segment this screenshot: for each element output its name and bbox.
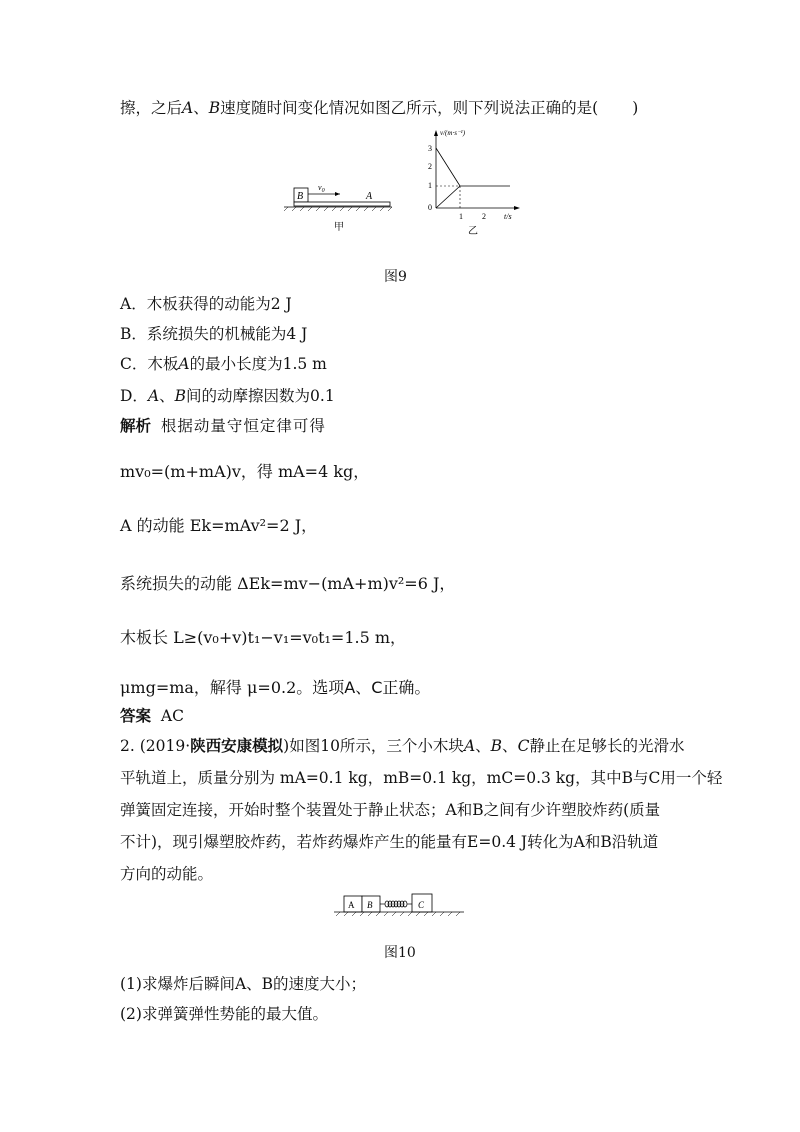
sub-question-1: (1)求爆炸后瞬间A、B的速度大小； — [120, 975, 367, 993]
intro-text-2: 速度随时间变化情况如图乙所示，则下列说法正确的是( — [220, 99, 599, 117]
q2-A: A — [463, 737, 476, 755]
analysis-text: 根据动量守恒定律可得 — [160, 417, 326, 435]
equation-3-pre: 系统损失的动能 — [120, 574, 233, 593]
intro-A: A — [182, 99, 194, 117]
q2-B: B — [490, 737, 503, 755]
x-tick-2: 2 — [482, 212, 486, 221]
v0-label: $v_0$ — [318, 183, 325, 194]
equation-1: mv₀=(m+mA)v，得 mA=4 kg， — [120, 462, 370, 481]
q2-number: 2. (2019· — [120, 737, 191, 755]
q2-text-1: )如图10所示，三个小木块 — [283, 737, 464, 755]
option-d-sep: 、 — [159, 387, 175, 405]
fig10-caption: 图10 — [384, 945, 416, 961]
fig9-right-caption: 乙 — [468, 226, 478, 237]
block-B-label: B — [297, 191, 304, 202]
equation-3-body: ΔEk=mv−(mA+m)v²=6 J， — [237, 574, 456, 593]
q2-line-5: 方向的动能。 — [120, 865, 214, 883]
equation-4-pre: 木板长 — [120, 628, 169, 647]
fig9-left-caption: 甲 — [334, 222, 344, 233]
block-c-label: C — [418, 900, 425, 910]
q2-line-2: 平轨道上，质量分别为 mA=0.1 kg，mB=0.1 kg，mC=0.3 kg，其中B与C用一个轻 — [120, 769, 723, 787]
option-c-suffix: 的最小长度为1.5 m — [189, 355, 327, 373]
equation-5-tail: 选项A、C正确。 — [312, 678, 431, 697]
y-axis-label: v/(m·s⁻¹) — [440, 129, 466, 137]
intro-sep: 、 — [193, 99, 209, 117]
fig9-yi-graph — [428, 129, 520, 237]
q2-sep-1: 、 — [475, 737, 491, 755]
y-tick-2: 2 — [428, 162, 432, 171]
y-tick-1: 1 — [428, 181, 432, 190]
option-d-B: B — [174, 387, 187, 405]
equation-5 — [120, 678, 430, 698]
q2-C: C — [517, 737, 530, 755]
q2-source: 陕西安康模拟 — [190, 736, 284, 755]
block-b-label: B — [367, 900, 373, 910]
option-d — [120, 386, 335, 406]
spring — [380, 901, 412, 907]
answer-label: 答案 — [120, 706, 152, 725]
board-A-label: A — [366, 191, 373, 202]
figure-10 — [330, 888, 470, 924]
option-c-prefix: C．木板 — [120, 355, 179, 373]
sub-question-2: (2)求弹簧弹性势能的最大值。 — [120, 1005, 328, 1023]
equation-4-body: L≥(v₀+v)t₁−v₁=v₀t₁=1.5 m， — [173, 628, 407, 647]
equation-4 — [120, 628, 406, 648]
q2-sep-2: 、 — [502, 737, 518, 755]
intro-line — [120, 98, 638, 118]
q2-line-1 — [120, 736, 684, 756]
intro-paren-close: ) — [632, 99, 639, 117]
equation-5-body: μmg=ma，解得 μ=0.2。 — [120, 678, 313, 697]
x-axis-label: t/s — [504, 212, 512, 221]
block-a-label: A — [348, 900, 355, 910]
q2-text-2: 静止在足够长的光滑水 — [529, 737, 685, 755]
intro-B: B — [208, 99, 221, 117]
option-b: B．系统损失的机械能为4 J — [120, 325, 308, 343]
answer-value: AC — [160, 707, 184, 725]
B-velocity-line — [436, 148, 460, 186]
answer-line — [120, 706, 184, 726]
A-velocity-line — [436, 186, 460, 208]
equation-2: A 的动能 Ek=mAv²=2 J， — [120, 516, 318, 535]
x-tick-1: 1 — [459, 212, 463, 221]
equation-3 — [120, 574, 455, 594]
option-c-A: A — [178, 355, 190, 373]
analysis-line — [120, 416, 326, 436]
option-d-A: A — [147, 387, 160, 405]
analysis-label: 解析 — [120, 416, 152, 435]
y-tick-0: 0 — [428, 203, 432, 212]
q2-line-4: 不计)，现引爆塑胶炸药，若炸药爆炸产生的能量有E=0.4 J转化为A和B沿轨道 — [120, 833, 659, 851]
q2-line-3: 弹簧固定连接，开始时整个装置处于静止状态；A和B之间有少许塑胶炸药(质量 — [120, 801, 661, 819]
figure-9 — [280, 126, 530, 241]
option-c — [120, 354, 327, 374]
option-a: A．木板获得的动能为2 J — [120, 295, 292, 313]
fig9-caption: 图9 — [384, 269, 407, 285]
y-tick-3: 3 — [428, 144, 432, 153]
intro-text-1: 擦，之后 — [120, 99, 183, 117]
board-A — [294, 202, 390, 206]
option-d-prefix: D． — [120, 387, 148, 405]
option-d-suffix: 间的动摩擦因数为0.1 — [186, 387, 335, 405]
fig9-jia-diagram — [284, 183, 392, 233]
